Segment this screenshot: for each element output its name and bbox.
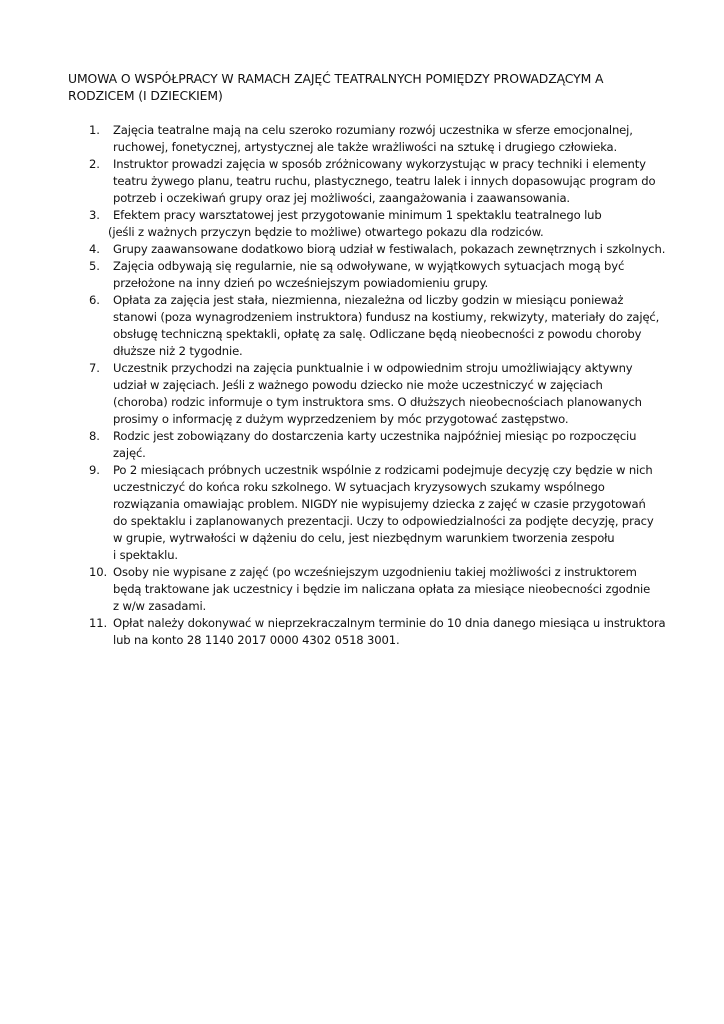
rule-line: rozwiązania omawiając problem. NIGDY nie wypisujemy dziecka z zajęć w czasie przygotowań [113, 497, 646, 511]
rules-list [68, 122, 666, 649]
document-title [68, 70, 658, 104]
rule-item-4 [68, 241, 666, 258]
rule-line: Grupy zaawansowane dodatkowo biorą udział w festiwalach, pokazach zewnętrznych i szkolnych. [113, 242, 666, 256]
rule-line: w grupie, wytrwałości w dążeniu do celu, jest niezbędnym warunkiem tworzenia zespołu [113, 531, 615, 545]
rule-item-6 [68, 292, 660, 360]
rule-item-1 [68, 122, 660, 156]
rule-number: 8. [89, 429, 100, 443]
rule-line: zajęć. [113, 446, 146, 460]
rule-line: dłuższe niż 2 tygodnie. [113, 344, 243, 358]
rule-line: Opłat należy dokonywać w nieprzekraczalnym terminie do 10 dnia danego miesiąca u instruktora [113, 616, 666, 630]
rule-line: Zajęcia odbywają się regularnie, nie są odwoływane, w wyjątkowych sytuacjach mogą być [113, 259, 625, 273]
rule-line: i spektaklu. [113, 548, 178, 562]
rule-line: Uczestnik przychodzi na zajęcia punktualnie i w odpowiednim stroju umożliwiający aktywny [113, 361, 633, 375]
rule-line: Osoby nie wypisane z zajęć (po wcześniejszym uzgodnieniu takiej możliwości z instruktorem [113, 565, 637, 579]
rule-number: 7. [89, 361, 100, 375]
rule-number: 3. [89, 208, 100, 222]
rule-line: z w/w zasadami. [113, 599, 207, 613]
rule-line: ruchowej, fonetycznej, artystycznej ale także wrażliwości na sztukę i drugiego człowieka. [113, 140, 618, 154]
rule-item-3 [68, 207, 660, 241]
rule-line: prosimy o informację z dużym wyprzedzeniem by móc przygotować zastępstwo. [113, 412, 569, 426]
rule-line: teatru żywego planu, teatru ruchu, plastycznego, teatru lalek i innych dopasowując program do [113, 174, 656, 188]
rule-item-8 [68, 428, 660, 462]
rule-line: uczestniczyć do końca roku szkolnego. W sytuacjach kryzysowych szukamy wspólnego [113, 480, 605, 494]
rule-line: (choroba) rodzic informuje o tym instruktora sms. O dłuższych nieobecnościach planowanych [113, 395, 642, 409]
rule-item-10 [68, 564, 660, 615]
rule-item-7 [68, 360, 660, 428]
rule-number: 4. [89, 242, 100, 256]
rule-line: stanowi (poza wynagrodzeniem instruktora) fundusz na kostiumy, rekwizyty, materiały do zajęć, [113, 310, 660, 324]
rule-line: będą traktowane jak uczestnicy i będzie im naliczana opłata za miesiące nieobecności zgodnie [113, 582, 651, 596]
rule-line: Efektem pracy warsztatowej jest przygotowanie minimum 1 spektaklu teatralnego lub [113, 208, 602, 222]
rule-item-9 [68, 462, 660, 564]
rule-line: przełożone na inny dzień po wcześniejszym powiadomieniu grupy. [113, 276, 489, 290]
rule-number: 6. [89, 293, 100, 307]
title-line: UMOWA O WSPÓŁPRACY W RAMACH ZAJĘĆ TEATRALNYCH POMIĘDZY PROWADZĄCYM A [68, 71, 604, 86]
rule-number: 2. [89, 157, 100, 171]
rule-number: 1. [89, 123, 100, 137]
rule-line: do spektaklu i zaplanowanych prezentacji. Uczy to odpowiedzialności za podjęte decyzję, pracy [113, 514, 654, 528]
rule-number: 10. [89, 565, 107, 579]
rule-number: 9. [89, 463, 100, 477]
rule-line: obsługę techniczną spektakli, opłatę za salę. Odliczane będą nieobecności z powodu choroby [113, 327, 642, 341]
rule-line: (jeśli z ważnych przyczyn będzie to możliwe) otwartego pokazu dla rodziców. [108, 225, 544, 239]
rule-line: potrzeb i oczekiwań grupy oraz jej możliwości, zaangażowania i zaawansowania. [113, 191, 570, 205]
rule-line: lub na konto 28 1140 2017 0000 4302 0518 3001. [113, 633, 400, 647]
rule-item-2 [68, 156, 660, 207]
rule-line: udział w zajęciach. Jeśli z ważnego powodu dziecko nie może uczestniczyć w zajęciach [113, 378, 603, 392]
rule-line: Opłata za zajęcia jest stała, niezmienna, niezależna od liczby godzin w miesiącu ponieważ [113, 293, 624, 307]
rule-line: Instruktor prowadzi zajęcia w sposób zróżnicowany wykorzystując w pracy techniki i elementy [113, 157, 646, 171]
rule-line: Po 2 miesiącach próbnych uczestnik wspólnie z rodzicami podejmuje decyzję czy będzie w nich [113, 463, 653, 477]
rule-line: Rodzic jest zobowiązany do dostarczenia karty uczestnika najpóźniej miesiąc po rozpoczęciu [113, 429, 637, 443]
rule-item-5 [68, 258, 660, 292]
rule-number: 5. [89, 259, 100, 273]
rule-line: Zajęcia teatralne mają na celu szeroko rozumiany rozwój uczestnika w sferze emocjonalnej, [113, 123, 633, 137]
rule-item-11 [68, 615, 666, 649]
rule-number: 11. [89, 616, 107, 630]
title-line: RODZICEM (I DZIECKIEM) [68, 88, 223, 103]
